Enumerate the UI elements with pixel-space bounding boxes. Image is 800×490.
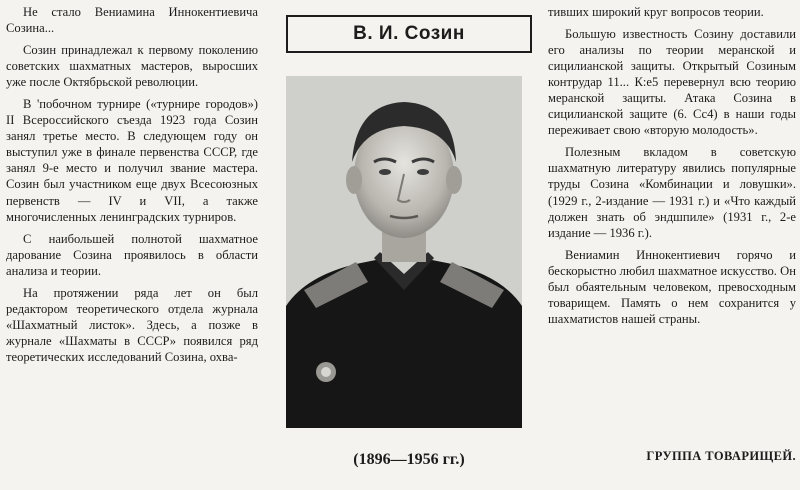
paragraph: На протяжении ряда лет он был редактором теоретического отдела журнала «Шахматный листок». Здесь, а позже в журнале «Шахматы в СССР» появился ряд теоретических исследований Созина, охва- — [6, 285, 258, 364]
paragraph: С наибольшей полнотой шахматное дарование Созина проявилось в области анализа и теории. — [6, 231, 258, 278]
right-column — [548, 4, 796, 333]
left-column — [6, 4, 258, 371]
portrait-photo — [286, 76, 522, 428]
paragraph: Не стало Вениамина Иннокентиевича Созина... — [6, 5, 258, 36]
paragraph: В 'побочном турнире («турнире городов») II Всероссийского съезда 1923 года Созин занял третье место. В следующем году он выступил уже в финале первенства СССР, где занял 9-е место и получил звание мастера. Созин был участником еще двух Всесоюзных первенств — IV и VII, а также многочисленных ленинградских турниров. — [6, 97, 258, 224]
paragraph: Созин принадлежал к первому поколению советских шахматных мастеров, выросших уже после Октябрьской революции. — [6, 43, 258, 90]
paragraph: Большую известность Созину доставили его анализы по теории меранской и сицилианской защиты. Открытый Созиным контрудар 11... К:е5 перевернул всю теорию меранской защиты. Атака Созина в сицилианской защите (6. Сс4) в наши годы переживает свою «вторую молодость». — [548, 27, 796, 138]
signature: ГРУППА ТОВАРИЩЕЙ. — [646, 449, 796, 463]
paragraph: Полезным вкладом в советскую шахматную литературу явились популярные труды Созина «Комбинации и ловушки». (1929 г., 2-издание — 1931 г.) и «Что каждый должен знать об эндшпиле» (1931 г., 2-е издание — 1936 г.). — [548, 145, 796, 240]
article-title: В. И. Созин — [286, 15, 532, 53]
paragraph: Вениамин Иннокентиевич горячо и бескорыстно любил шахматное искусство. Он был обаятельным человеком, превосходным товарищем. Память о нем сохранится у шахматистов нашей страны. — [548, 247, 796, 326]
life-years: (1896—1956 гг.) — [353, 451, 465, 468]
paragraph: тивших широкий круг вопросов теории. — [548, 5, 764, 19]
